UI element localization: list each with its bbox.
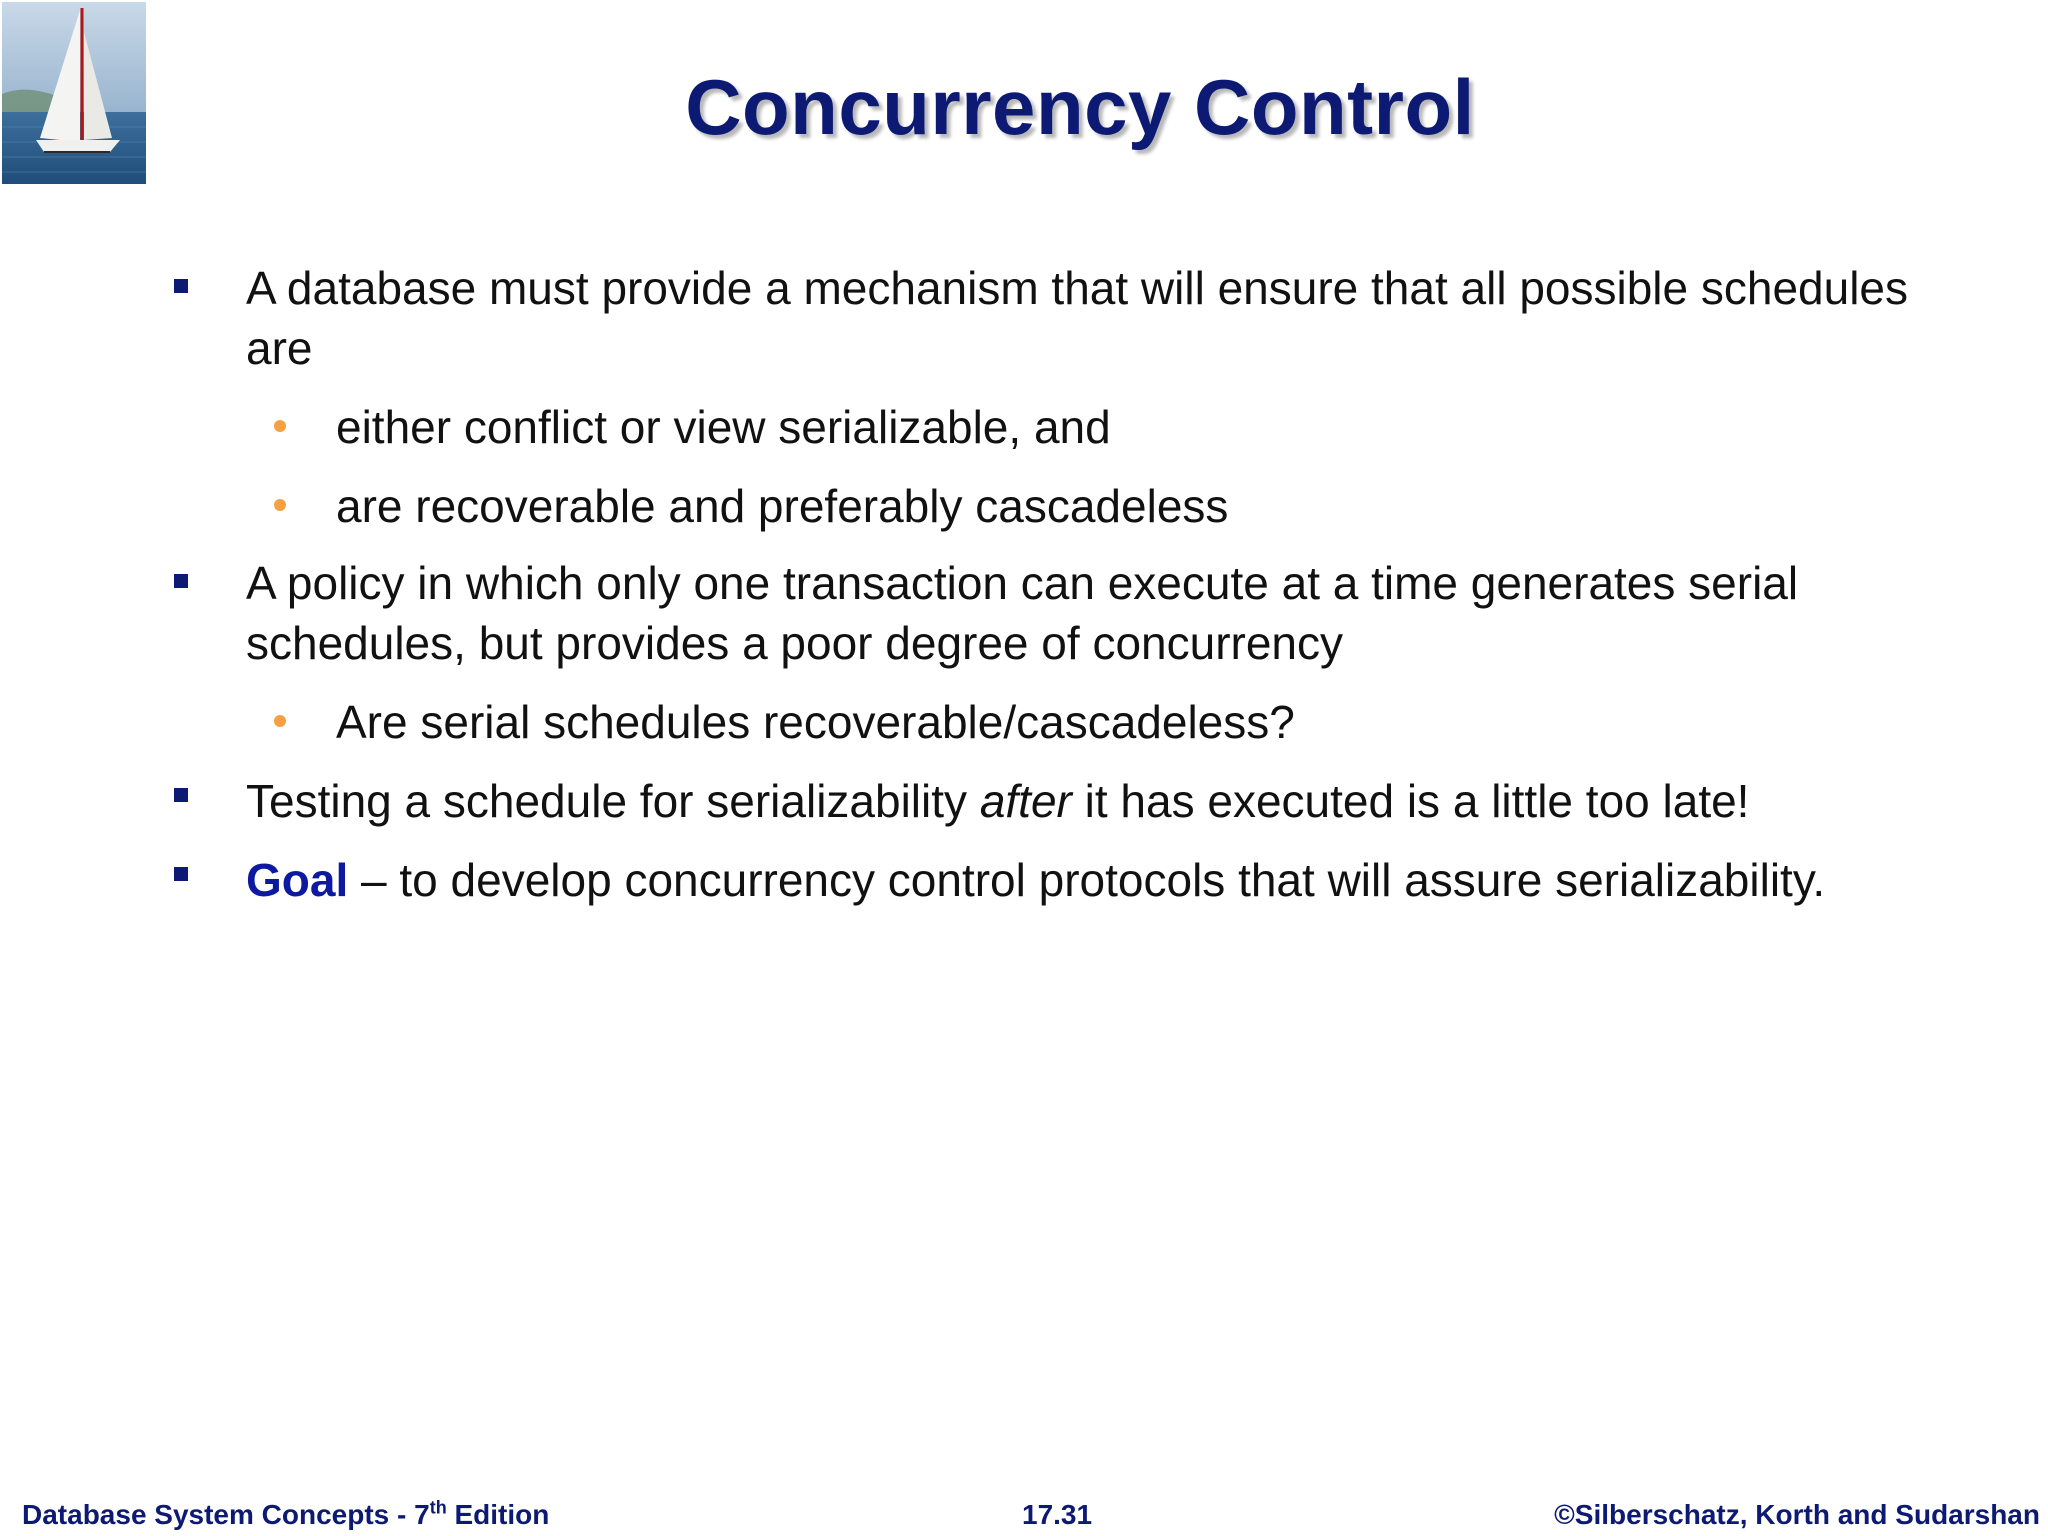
bullet-3-text-before: Testing a schedule for serializability [246, 775, 980, 827]
footer-book-title [22, 1498, 549, 1532]
bullet-3-text [246, 771, 1946, 831]
goal-label: Goal [246, 854, 349, 906]
bullet-4-body: – to develop concurrency control protocols that will assure serializability. [348, 854, 1826, 906]
dot-bullet-icon [274, 715, 286, 727]
square-bullet-icon [174, 279, 188, 293]
footer-page-number: 17.31 [1022, 1499, 1093, 1530]
dot-bullet-icon [274, 499, 286, 511]
dot-bullet-icon [274, 420, 286, 432]
square-bullet-icon [174, 788, 188, 802]
footer-book-prefix: Database System Concepts - 7 [22, 1499, 430, 1530]
footer-book-suffix: Edition [446, 1499, 550, 1530]
slide-title: Concurrency Control [685, 63, 1475, 151]
bullet-3-text-italic: after [979, 775, 1072, 827]
sailboat-logo-icon [2, 2, 146, 184]
bullet-4-text [246, 850, 1946, 910]
footer-copyright: ©Silberschatz, Korth and Sudarshan [1554, 1499, 2040, 1530]
bullet-2-sub-1: Are serial schedules recoverable/cascadeless? [336, 696, 1295, 748]
bullet-1-sub-2: are recoverable and preferably cascadeless [336, 480, 1229, 532]
bullet-3-text-after: it has executed is a little too late! [1071, 775, 1750, 827]
square-bullet-icon [174, 574, 188, 588]
square-bullet-icon [174, 867, 188, 881]
bullet-2-text: A policy in which only one transaction can execute at a time generates serial schedules, but provides a poor degree of concurrency [246, 557, 1799, 669]
bullet-1-text: A database must provide a mechanism that will ensure that all possible schedules are [246, 262, 1909, 374]
bullet-1-sub-1: either conflict or view serializable, and [336, 401, 1111, 453]
footer-book-sup: th [429, 1497, 447, 1518]
